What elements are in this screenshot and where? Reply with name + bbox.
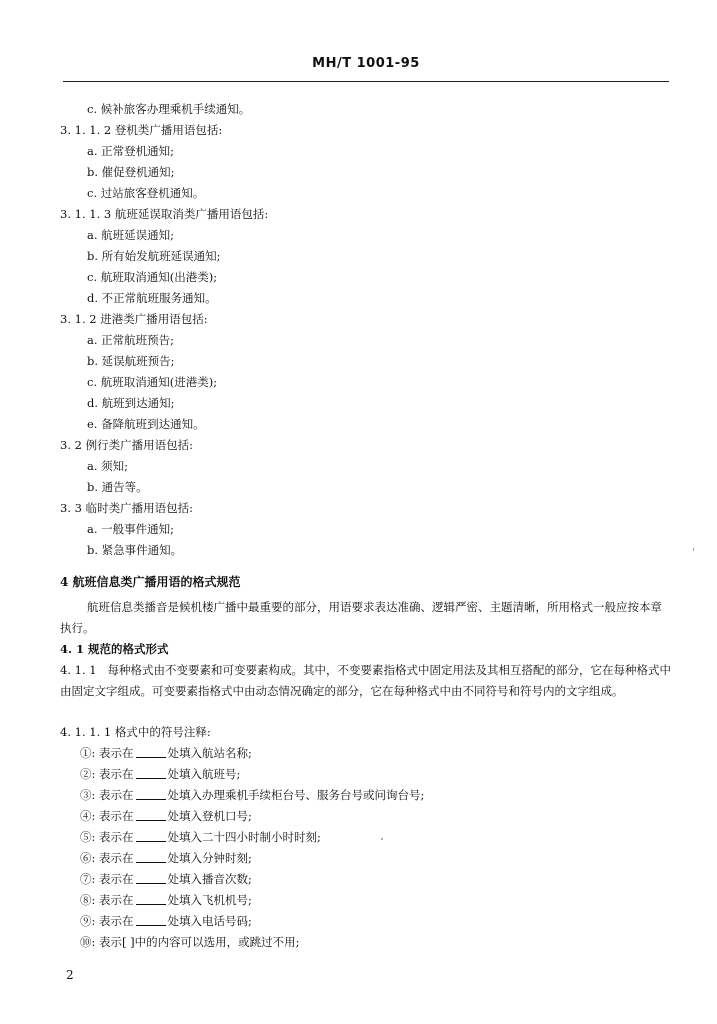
symbol-suffix: 处填入电话号码; bbox=[167, 914, 252, 928]
list-item: d. 不正常航班服务通知。 bbox=[87, 291, 217, 305]
symbol-mark: ⑥: bbox=[80, 851, 96, 865]
list-item: b. 催促登机通知; bbox=[87, 165, 175, 179]
list-item: a. 航班延误通知; bbox=[87, 228, 175, 242]
symbol-prefix: 表示在 bbox=[99, 788, 134, 802]
page-number: 2 bbox=[66, 968, 74, 982]
clause-4-1-1 bbox=[60, 660, 672, 701]
section-4-intro bbox=[60, 597, 672, 638]
list-item: c. 航班取消通知(出港类); bbox=[87, 270, 218, 284]
clause-heading: 3. 1. 2 进港类广播用语包括: bbox=[60, 312, 208, 326]
symbol-annotation-10 bbox=[80, 934, 300, 950]
list-item: a. 正常航班预告; bbox=[87, 333, 175, 347]
symbol-prefix: 表示在 bbox=[99, 830, 134, 844]
fill-in-blank bbox=[136, 831, 166, 842]
symbol-suffix: 处填入播音次数; bbox=[167, 872, 252, 886]
symbol-annotation bbox=[80, 913, 252, 929]
clause-4-1-1-label: 4. 1. 1 bbox=[60, 663, 97, 677]
symbol-annotation bbox=[80, 808, 252, 824]
symbol-suffix: 处填入航班号; bbox=[167, 767, 241, 781]
list-item: c. 过站旅客登机通知。 bbox=[87, 186, 205, 200]
fill-in-blank bbox=[136, 873, 166, 884]
list-item: d. 航班到达通知; bbox=[87, 396, 175, 410]
fill-in-blank bbox=[136, 852, 166, 863]
clause-heading: 3. 1. 1. 2 登机类广播用语包括: bbox=[60, 123, 223, 137]
symbol-mark: ③: bbox=[80, 788, 96, 802]
symbol-mark: ④: bbox=[80, 809, 96, 823]
symbol-prefix: 表示在 bbox=[99, 893, 134, 907]
symbol-suffix: 处填入办理乘机手续柜台号、服务台号或问询台号; bbox=[167, 788, 425, 802]
list-item: b. 延误航班预告; bbox=[87, 354, 175, 368]
fill-in-blank bbox=[136, 789, 166, 800]
symbol-mark: ⑧: bbox=[80, 893, 96, 907]
symbol-suffix: 处填入登机口号; bbox=[167, 809, 252, 823]
list-item: c. 航班取消通知(进港类); bbox=[87, 375, 218, 389]
list-item: b. 通告等。 bbox=[87, 480, 148, 494]
symbol-annotation bbox=[80, 829, 321, 845]
symbol-mark: ⑨: bbox=[80, 914, 96, 928]
symbol-annotation bbox=[80, 850, 252, 866]
symbol-mark: ①: bbox=[80, 746, 96, 760]
header-rule bbox=[63, 81, 669, 82]
symbol-text: 表示[ ]中的内容可以选用，或跳过不用; bbox=[99, 935, 300, 949]
section-4-title: 4 航班信息类广播用语的格式规范 bbox=[60, 575, 241, 589]
clause-heading: 3. 2 例行类广播用语包括: bbox=[60, 438, 193, 452]
symbol-annotation bbox=[80, 787, 424, 803]
list-item: a. 正常登机通知; bbox=[87, 144, 175, 158]
clause-heading: 3. 3 临时类广播用语包括: bbox=[60, 501, 193, 515]
clause-4-1-1-text: 每种格式由不变要素和可变要素构成。其中，不变要素指格式中固定用法及其相互搭配的部分，它在每种格式中由固定文字组成。可变要素指格式中由动态情况确定的部分，它在每种格式中由不同符号和符号内的文字组成。 bbox=[60, 663, 672, 698]
symbol-annotation bbox=[80, 892, 252, 908]
symbol-annotation bbox=[80, 745, 252, 761]
list-item: e. 备降航班到达通知。 bbox=[87, 417, 205, 431]
symbol-suffix: 处填入航站名称; bbox=[167, 746, 252, 760]
symbol-suffix: 处填入飞机机号; bbox=[167, 893, 252, 907]
clause-heading-4-1-1-1: 4. 1. 1. 1 格式中的符号注释: bbox=[60, 725, 211, 739]
symbol-mark: ⑤: bbox=[80, 830, 96, 844]
symbol-prefix: 表示在 bbox=[99, 767, 134, 781]
document-code-header: MH/T 1001-95 bbox=[312, 56, 420, 71]
clause-heading: 3. 1. 1. 3 航班延误取消类广播用语包括: bbox=[60, 207, 269, 221]
list-item: b. 所有始发航班延误通知; bbox=[87, 249, 221, 263]
symbol-annotation bbox=[80, 766, 240, 782]
symbol-prefix: 表示在 bbox=[99, 851, 134, 865]
scan-speck bbox=[693, 548, 694, 551]
list-item: c. 候补旅客办理乘机手续通知。 bbox=[87, 102, 251, 116]
symbol-prefix: 表示在 bbox=[99, 746, 134, 760]
scan-speck bbox=[381, 838, 383, 840]
clause-heading-4-1: 4. 1 规范的格式形式 bbox=[60, 642, 169, 656]
symbol-mark: ②: bbox=[80, 767, 96, 781]
list-item: a. 须知; bbox=[87, 459, 129, 473]
fill-in-blank bbox=[136, 747, 166, 758]
fill-in-blank bbox=[136, 810, 166, 821]
fill-in-blank bbox=[136, 768, 166, 779]
list-item: a. 一般事件通知; bbox=[87, 522, 175, 536]
symbol-prefix: 表示在 bbox=[99, 914, 134, 928]
symbol-prefix: 表示在 bbox=[99, 809, 134, 823]
symbol-suffix: 处填入分钟时刻; bbox=[167, 851, 252, 865]
fill-in-blank bbox=[136, 894, 166, 905]
list-item: b. 紧急事件通知。 bbox=[87, 543, 183, 557]
symbol-mark: ⑩: bbox=[80, 935, 96, 949]
section-4-intro-text: 航班信息类播音是候机楼广播中最重要的部分，用语要求表达准确、逻辑严密、主题清晰，所用格式一般应按本章执行。 bbox=[60, 600, 662, 635]
symbol-prefix: 表示在 bbox=[99, 872, 134, 886]
fill-in-blank bbox=[136, 915, 166, 926]
symbol-annotation bbox=[80, 871, 252, 887]
symbol-mark: ⑦: bbox=[80, 872, 96, 886]
symbol-suffix: 处填入二十四小时制小时时刻; bbox=[167, 830, 321, 844]
